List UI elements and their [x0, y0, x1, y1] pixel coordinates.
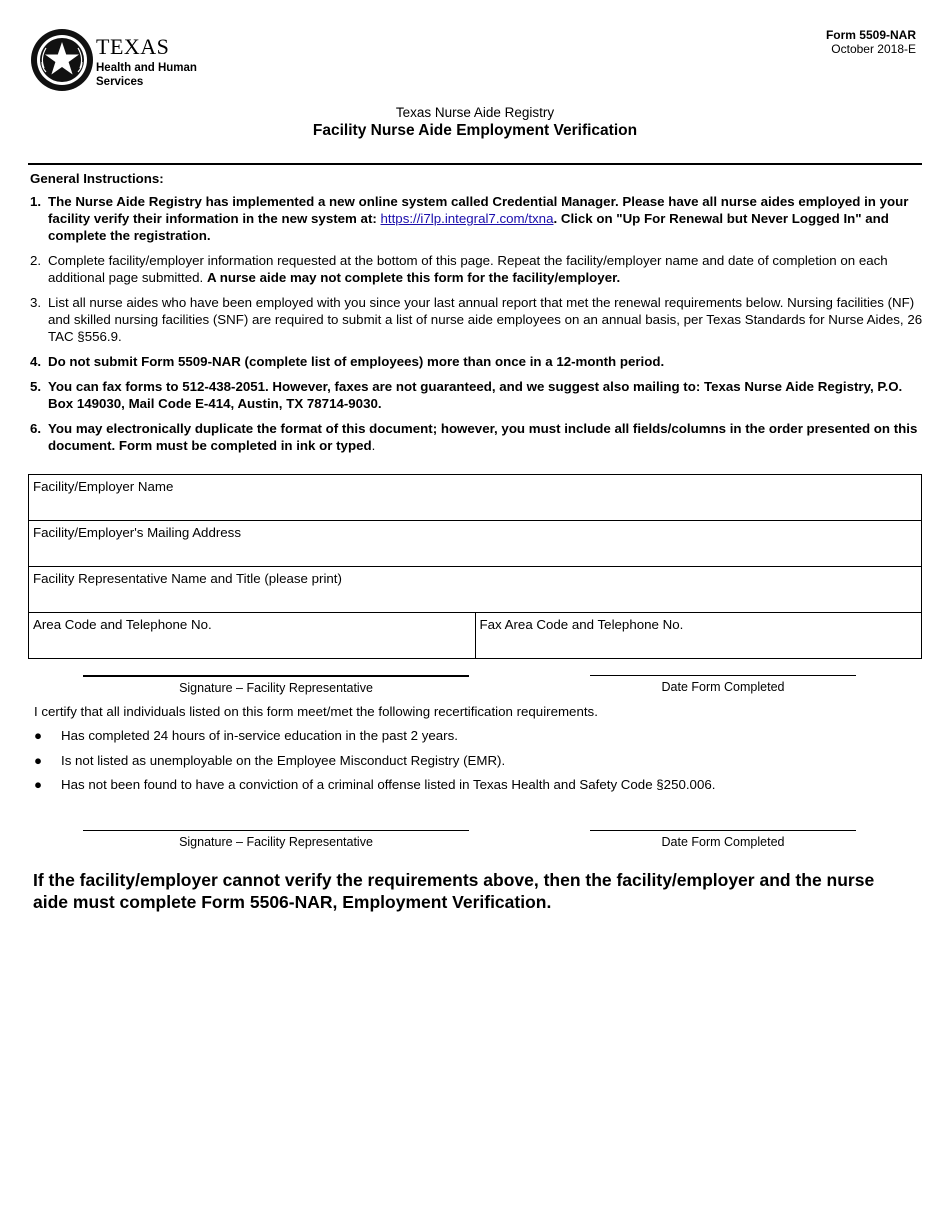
requirement-item: ● Has not been found to have a conviction of a criminal offense listed in Texas Health and Safety Code §250.006.: [34, 777, 716, 792]
verification-warning: If the facility/employer cannot verify the requirements above, then the facility/employer and the nurse aide must complete Form 5506-NAR, Employment Verification.: [33, 870, 875, 912]
rep-name-title-field[interactable]: Facility Representative Name and Title (please print): [29, 567, 922, 613]
general-instructions: [30, 170, 924, 462]
employer-name-field[interactable]: Facility/Employer Name: [29, 475, 922, 521]
instruction-item: 2. Complete facility/employer information requested at the bottom of this page. Repeat the facility/employer name and date of completion on each additional page submitted. A nurse aide may not complete this form for the facility/employer.: [30, 253, 888, 285]
instructions-heading: General Instructions:: [30, 171, 164, 186]
texas-seal-icon: [30, 28, 94, 92]
registry-subtitle: Texas Nurse Aide Registry: [395, 105, 555, 120]
date-label: Date Form Completed: [661, 680, 785, 694]
certification-statement: I certify that all individuals listed on this form meet/met the following recertification requirements.: [34, 704, 598, 719]
requirement-item: ● Has completed 24 hours of in-service education in the past 2 years.: [34, 728, 458, 743]
mailing-address-field[interactable]: Facility/Employer's Mailing Address: [29, 521, 922, 567]
hhs-logo: [30, 28, 200, 94]
bullet-icon: ●: [34, 753, 43, 768]
logo-subtitle-2: Services: [96, 76, 144, 88]
page-title-block: [0, 105, 950, 140]
facility-info-table: [28, 474, 922, 659]
form-date: October 2018-E: [831, 42, 916, 56]
instruction-item: 3. List all nurse aides who have been employed with you since your last annual report that met the renewal requirements below. Nursing facilities (NF) and skilled nursing facilities (SNF) are required to submit a list of nurse aide employees on an annual basis, per Texas Standards for Nurse Aides, 26 TAC §556.9.: [30, 295, 923, 344]
credential-manager-link[interactable]: https://i7lp.integral7.com/txna: [380, 211, 554, 226]
page-title: Facility Nurse Aide Employment Verification: [312, 122, 638, 139]
bullet-icon: ●: [34, 728, 43, 743]
form-number: Form 5509-NAR: [825, 28, 916, 42]
instruction-item: 5. You can fax forms to 512-438-2051. However, faxes are not guaranteed, and we suggest also mailing to: Texas Nurse Aide Registry, P.O. Box 149030, Mail Code E-414, Austin, TX 78714-9030.: [30, 379, 903, 411]
date-field-1[interactable]: [590, 675, 856, 694]
requirement-item: ● Is not listed as unemployable on the Employee Misconduct Registry (EMR).: [34, 753, 506, 768]
telephone-field[interactable]: Area Code and Telephone No.: [29, 613, 476, 659]
date-label: Date Form Completed: [661, 835, 785, 849]
signature-label: Signature – Facility Representative: [179, 835, 373, 849]
signature-label: Signature – Facility Representative: [179, 681, 373, 695]
bullet-icon: ●: [34, 777, 43, 792]
form-identifier: [826, 28, 916, 56]
logo-subtitle-1: Health and Human: [96, 62, 197, 74]
instruction-item: 1. The Nurse Aide Registry has implemented a new online system called Credential Manager. Please have all nurse aides employed in your facility verify their information in the new system at: https://i7lp.integral7.com/txna. Click on "Up For Renewal but Never Logged In" and complete the registration.: [30, 194, 909, 243]
fax-field[interactable]: Fax Area Code and Telephone No.: [475, 613, 922, 659]
date-field-2[interactable]: [590, 830, 856, 849]
logo-title: TEXAS: [96, 34, 170, 59]
signature-field-2[interactable]: [83, 830, 469, 849]
instruction-item: 6. You may electronically duplicate the format of this document; however, you must include all fields/columns in the order presented on this document. Form must be completed in ink or typed.: [30, 421, 918, 453]
signature-field-1[interactable]: [83, 675, 469, 695]
instruction-item: 4. Do not submit Form 5509-NAR (complete list of employees) more than once in a 12-month period.: [30, 354, 665, 369]
header-divider: [28, 163, 922, 165]
